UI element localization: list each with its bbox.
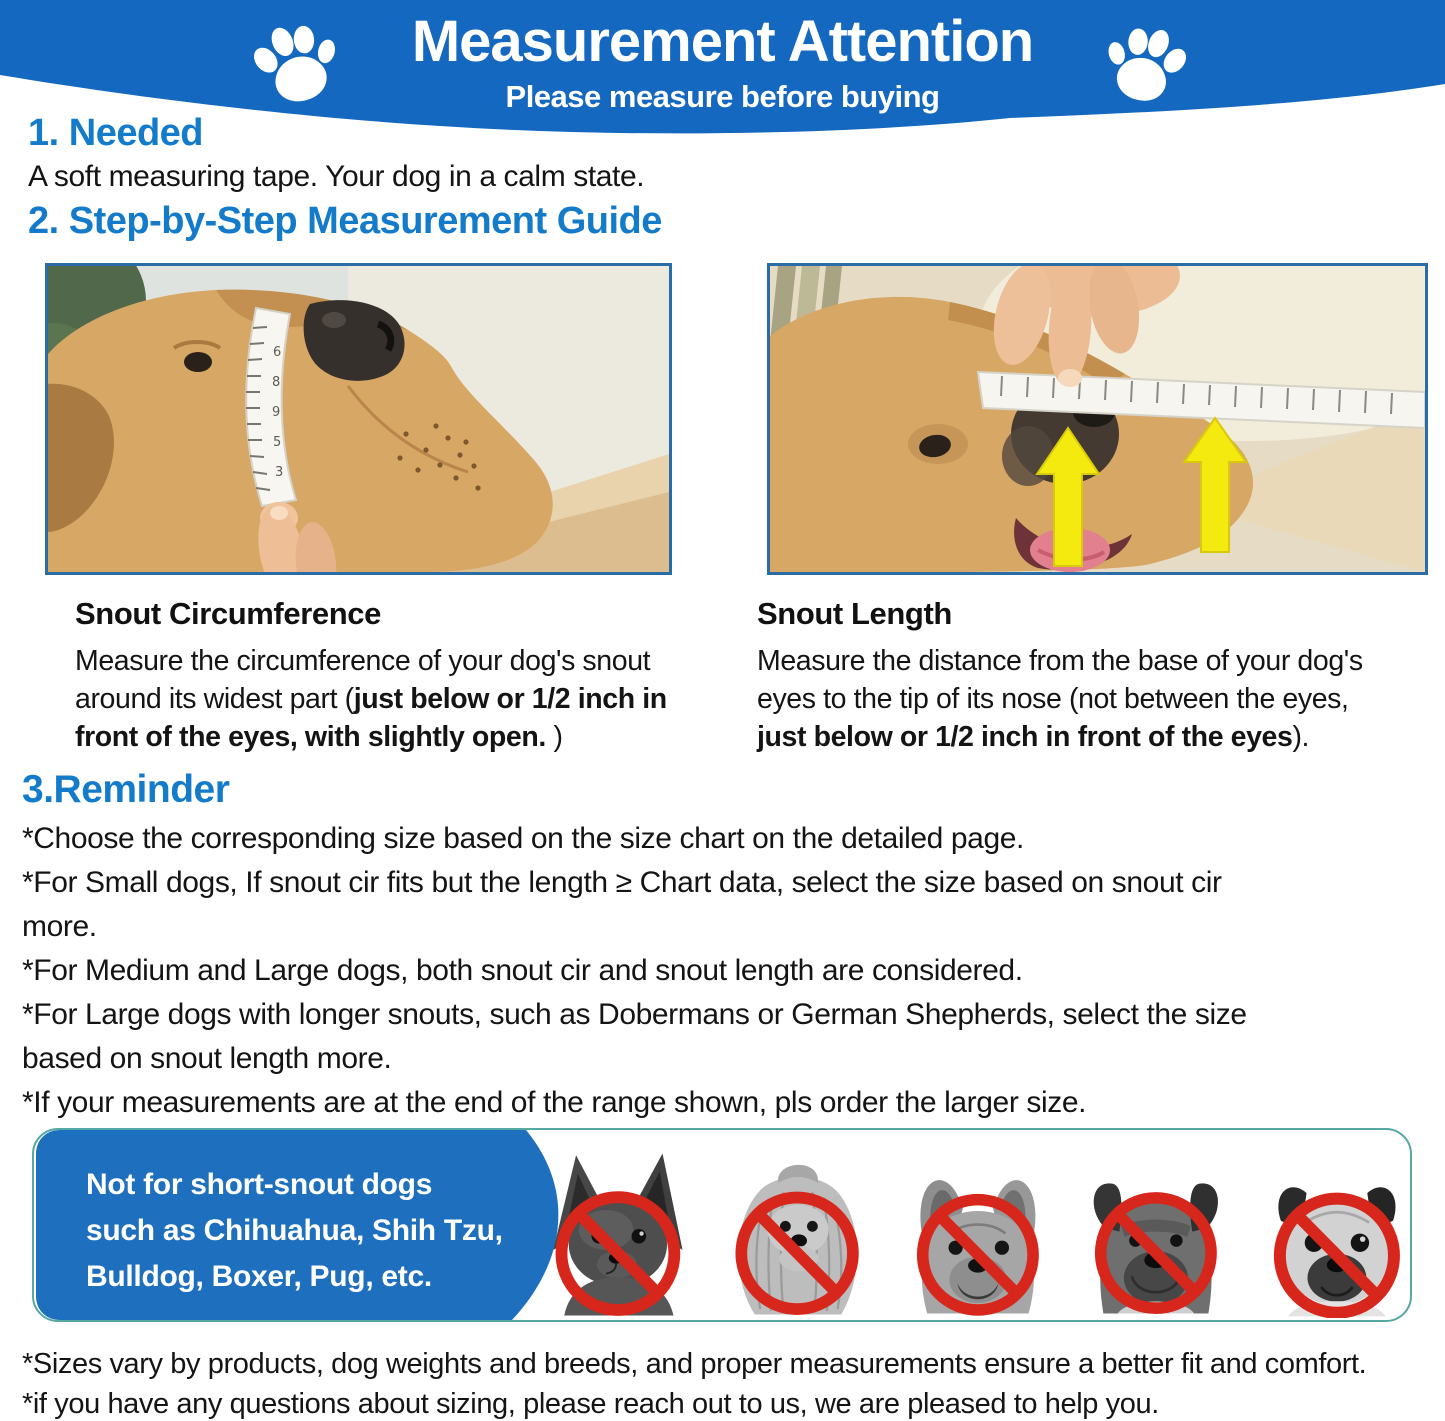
section-needed-body: A soft measuring tape. Your dog in a calm state. (28, 160, 645, 193)
svg-text:6: 6 (273, 345, 282, 360)
caption-line: just below or 1/2 inch in front of the eyes). (757, 721, 1310, 753)
dog-shih-tzu-photo (708, 1140, 888, 1318)
footer-note: *if you have any questions about sizing, please reach out to us, we are pleased to help you. (22, 1388, 1159, 1420)
dog-snout-length-illustration (770, 266, 1425, 572)
svg-text:3: 3 (275, 465, 284, 480)
caption-title: Snout Circumference (75, 596, 381, 631)
section-reminder-heading: 3.Reminder (22, 768, 230, 811)
photo-snout-length (767, 263, 1428, 575)
svg-text:9: 9 (272, 405, 281, 420)
caption-title: Snout Length (757, 596, 952, 631)
not-for-line: such as Chihuahua, Shih Tzu, (86, 1214, 503, 1247)
caption-line: eyes to the tip of its nose (not between the eyes, (757, 683, 1349, 715)
caption-snout-circumference (75, 596, 725, 756)
page-subtitle: Please measure before buying (505, 79, 940, 114)
dog-measuring-tape-illustration (48, 266, 669, 572)
caption-snout-length (757, 596, 1417, 756)
caption-line: around its widest part (just below or 1/2 inch in (75, 683, 667, 715)
prohibited-dogs-row (526, 1134, 1406, 1318)
section-needed-heading: 1. Needed (28, 112, 204, 154)
section-guide-heading: 2. Step-by-Step Measurement Guide (28, 200, 662, 242)
dog-french-bulldog-photo (888, 1140, 1066, 1318)
reminder-line: based on snout length more. (22, 1042, 392, 1075)
not-for-line: Not for short-snout dogs (86, 1168, 433, 1201)
reminder-line: *For Large dogs with longer snouts, such as Dobermans or German Shepherds, select the size (22, 998, 1247, 1031)
dog-pug-photo (1244, 1140, 1412, 1318)
photo-snout-circumference (45, 263, 672, 575)
svg-text:8: 8 (272, 375, 281, 390)
svg-text:5: 5 (273, 435, 282, 450)
reminder-line: *If your measurements are at the end of the range shown, pls order the larger size. (22, 1086, 1087, 1119)
page-title: Measurement Attention (411, 9, 1034, 74)
reminder-line: *Choose the corresponding size based on the size chart on the detailed page. (22, 822, 1024, 855)
reminder-line: *For Small dogs, If snout cir fits but the length ≥ Chart data, select the size based on snout cir (22, 866, 1222, 899)
caption-line: Measure the distance from the base of your dog's (757, 645, 1363, 677)
reminder-line: *For Medium and Large dogs, both snout cir and snout length are considered. (22, 954, 1023, 987)
dog-boxer-photo (1066, 1140, 1244, 1318)
not-for-short-snout-banner (32, 1128, 1412, 1322)
not-for-line: Bulldog, Boxer, Pug, etc. (86, 1260, 432, 1293)
caption-line: Measure the circumference of your dog's snout (75, 645, 651, 677)
reminder-line: more. (22, 910, 97, 943)
caption-line: front of the eyes, with slightly open. ) (75, 721, 563, 753)
dog-chihuahua-photo (526, 1140, 708, 1318)
not-for-text (86, 1162, 503, 1300)
footer-note: *Sizes vary by products, dog weights and breeds, and proper measurements ensure a better fit and comfort. (22, 1348, 1367, 1380)
